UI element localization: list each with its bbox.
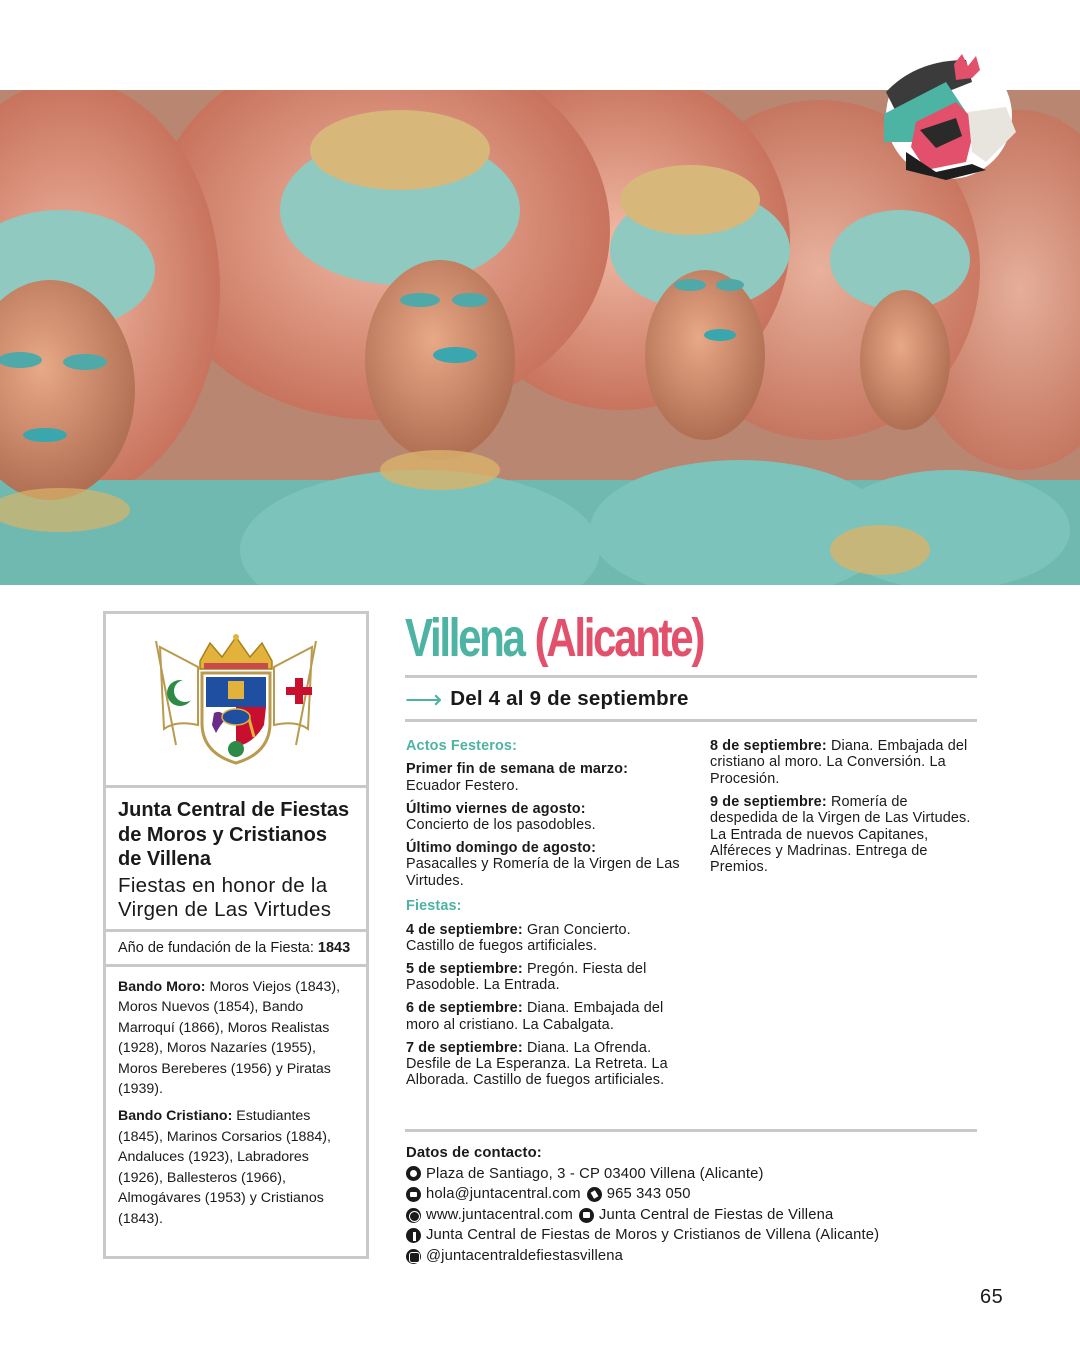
item-text: Diana. La Ofrenda. Desfile de La Esperanza. La Retreta. La Alborada. Castillo de fuegos artificiales. xyxy=(406,1039,668,1089)
email-phone-line xyxy=(406,1184,986,1205)
youtube-link[interactable]: Junta Central de Fiestas de Villena xyxy=(598,1206,834,1223)
schedule-column-1 xyxy=(406,738,682,1095)
list-item xyxy=(710,794,978,876)
title-city: Villena xyxy=(405,608,524,668)
item-text: Pregón. Fiesta del Pasodoble. La Entrada. xyxy=(406,960,647,994)
email-link[interactable]: hola@juntacentral.com xyxy=(426,1186,581,1203)
list-item xyxy=(406,961,682,994)
facebook-line xyxy=(406,1225,986,1246)
list-item xyxy=(406,801,682,834)
coat-of-arms-logo xyxy=(106,614,366,788)
item-label: 9 de septiembre: xyxy=(710,793,827,810)
bando-cristiano-label: Bando Cristiano: xyxy=(118,1108,233,1125)
facebook-icon xyxy=(406,1228,421,1243)
instagram-line xyxy=(406,1246,986,1267)
item-text: Diana. Embajada del cristiano al moro. La Conversión. La Procesión. xyxy=(710,738,968,787)
facebook-link[interactable]: Junta Central de Fiestas de Moros y Cristianos de Villena (Alicante) xyxy=(426,1227,880,1244)
web-icon xyxy=(406,1208,421,1223)
item-text: Concierto de los pasodobles. xyxy=(406,817,596,834)
event-dates xyxy=(405,684,689,714)
organization-card xyxy=(103,611,369,1259)
item-text: Diana. Embajada del moro al cristiano. La Cabalgata. xyxy=(406,1000,664,1033)
page-title xyxy=(405,602,703,674)
instagram-link[interactable]: @juntacentraldefiestasvillena xyxy=(426,1247,624,1264)
website-link[interactable]: www.juntacentral.com xyxy=(426,1206,573,1223)
list-item xyxy=(406,922,682,955)
item-label: 6 de septiembre: xyxy=(406,1000,523,1017)
address-text: Plaza de Santiago, 3 - CP 03400 Villena (Alicante) xyxy=(426,1165,764,1182)
item-label: Último viernes de agosto: xyxy=(406,800,586,817)
page-number: 65 xyxy=(980,1286,1004,1308)
item-text: Gran Concierto. Castillo de fuegos artificiales. xyxy=(406,921,631,955)
arrow-right-icon: ⟶ xyxy=(405,684,443,714)
list-item xyxy=(406,761,682,794)
founding-year xyxy=(106,932,366,967)
contact-section xyxy=(406,1143,986,1267)
actos-heading: Actos Festeros: xyxy=(406,738,518,754)
phone-link[interactable]: 965 343 050 xyxy=(606,1186,691,1203)
fiestas-heading: Fiestas: xyxy=(406,898,462,915)
king-illustration-badge xyxy=(876,52,1022,180)
list-item xyxy=(710,738,978,787)
web-youtube-line xyxy=(406,1205,986,1226)
instagram-icon xyxy=(406,1249,421,1264)
list-item xyxy=(406,1000,682,1033)
youtube-icon xyxy=(579,1208,594,1223)
item-label: 7 de septiembre: xyxy=(406,1039,523,1056)
list-item xyxy=(406,840,682,889)
founded-year-value: 1843 xyxy=(317,939,351,956)
item-text: Ecuador Festero. xyxy=(406,777,519,794)
founded-label: Año de fundación de la Fiesta: xyxy=(118,939,314,956)
divider xyxy=(405,675,977,678)
title-province: (Alicante) xyxy=(534,608,704,668)
item-label: Último domingo de agosto: xyxy=(406,840,597,857)
bando-cristiano-text: Estudiantes (1845), Marinos Corsarios (1884), Andaluces (1923), Labradores (1926), Ballesteros (1966), Almogávares (1953) y Cristianos (1843). xyxy=(118,1108,331,1228)
bando-cristiano xyxy=(118,1106,354,1230)
dates-text: Del 4 al 9 de septiembre xyxy=(450,687,689,710)
list-item xyxy=(406,1040,682,1089)
phone-icon xyxy=(587,1187,602,1202)
item-label: Primer fin de semana de marzo: xyxy=(406,761,629,778)
item-label: 4 de septiembre: xyxy=(406,921,523,938)
divider xyxy=(405,719,977,722)
address-line xyxy=(406,1164,986,1185)
bando-moro-text: Moros Viejos (1843), Moros Nuevos (1854), Bando Marroquí (1866), Moros Realistas (1928), Moros Nazaríes (1955), Moros Bereberes (1956) y Piratas (1939). xyxy=(118,978,341,1098)
divider xyxy=(405,1129,977,1132)
bando-moro xyxy=(118,977,354,1101)
item-label: 8 de septiembre: xyxy=(710,738,827,754)
mail-icon xyxy=(406,1187,421,1202)
contact-heading: Datos de contacto: xyxy=(406,1145,542,1161)
fiesta-subtitle: Fiestas en honor de la Virgen de Las Virtudes xyxy=(118,873,332,921)
schedule-column-2 xyxy=(710,738,978,882)
location-icon xyxy=(406,1166,421,1181)
organization-name: Junta Central de Fiestas de Moros y Cristianos de Villena xyxy=(118,799,350,870)
item-text: Romería de despedida de la Virgen de Las Virtudes. La Entrada de nuevos Capitanes, Alféreces y Madrinas. Entrega de Premios. xyxy=(710,793,971,876)
item-text: Pasacalles y Romería de la Virgen de Las Virtudes. xyxy=(406,856,680,889)
item-label: 5 de septiembre: xyxy=(406,960,523,977)
bando-moro-label: Bando Moro: xyxy=(118,978,206,995)
